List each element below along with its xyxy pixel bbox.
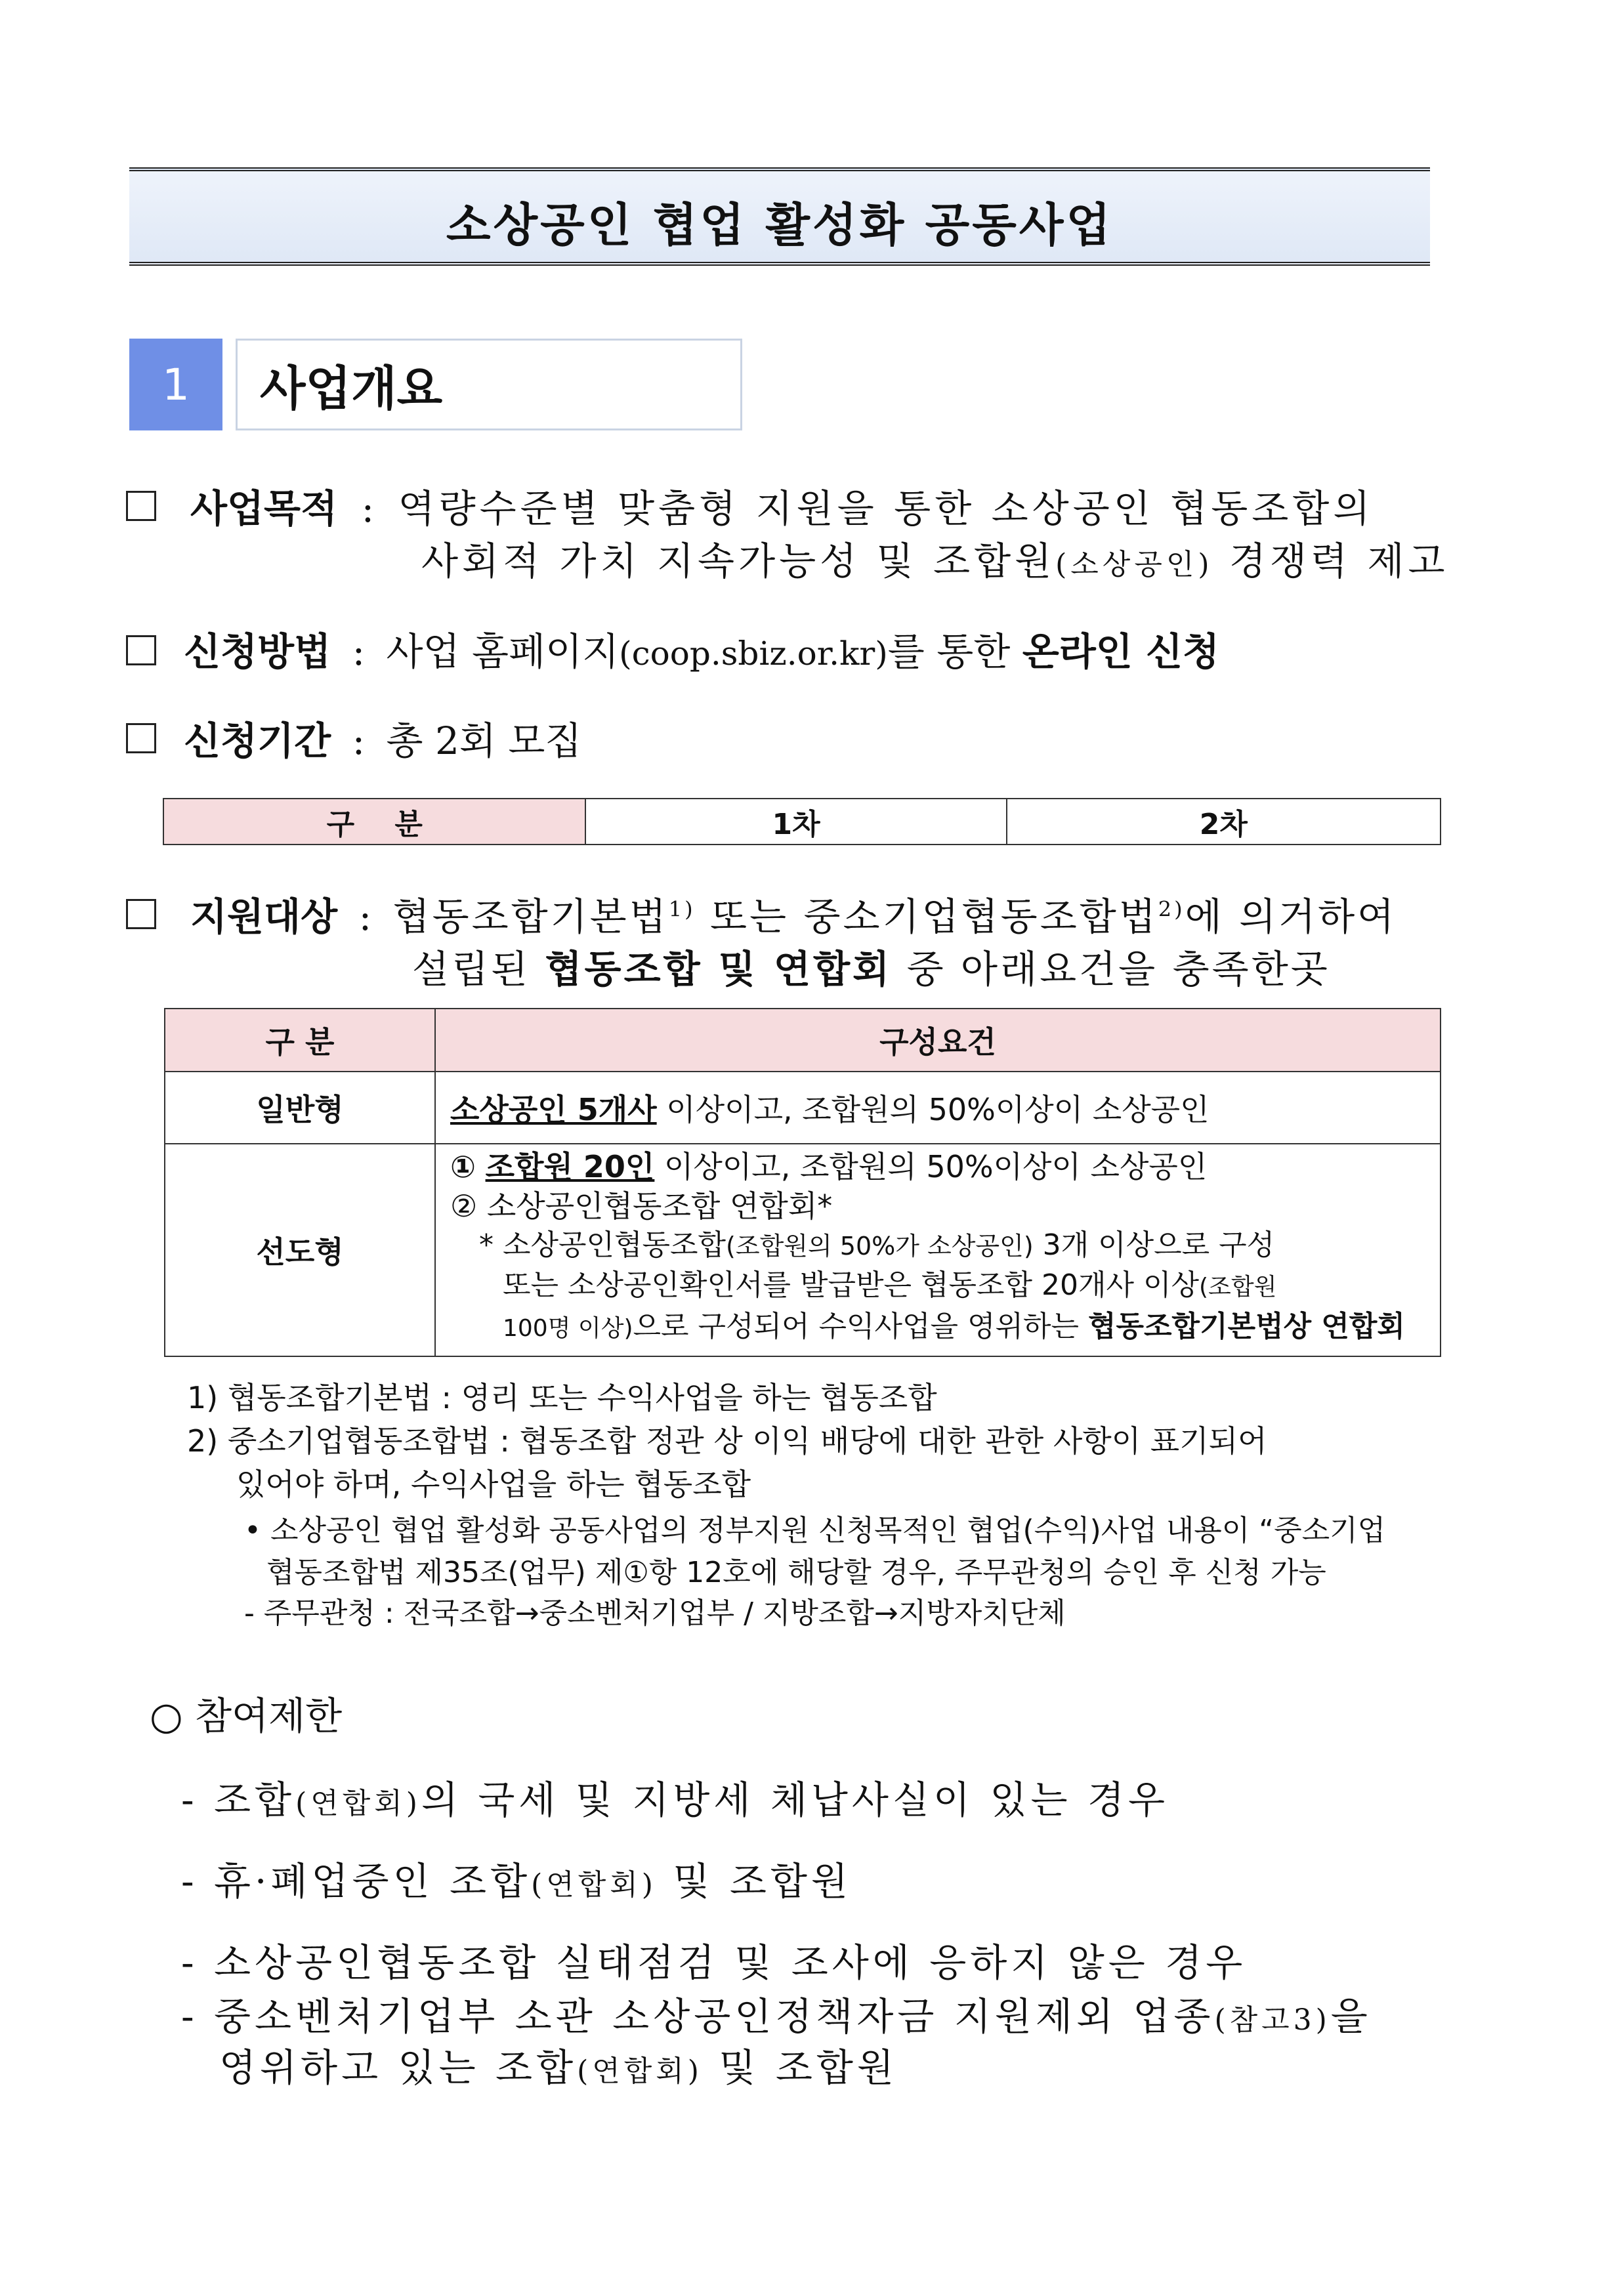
purpose-line1: 역량수준별 맞춤형 지원을 통한 소상공인 협동조합의 [398, 486, 1374, 531]
period-checkbox [126, 723, 156, 756]
req-header-requirements: 구성요건 [435, 1009, 1441, 1072]
req-header-category: 구 분 [165, 1009, 435, 1072]
requirements-table [164, 1008, 1441, 1357]
period-table [163, 798, 1441, 845]
footnote-2-line1: 2) 중소기업협동조합법 : 협동조합 정관 상 이익 배당에 대한 관한 사항이 표기되어 [187, 1423, 1267, 1459]
period-col-header: 구 분 [163, 799, 585, 845]
period-round-2: 2차 [1007, 799, 1441, 845]
req-row-leading-text: ① 조합원 20인 이상이고, 조합원의 50%이상이 소상공인 ② 소상공인협동조합 연합회* * 소상공인협동조합(조합원의 50%가 소상공인) 3개 이상으로 구성 또는 소상공인확인서를 발급받은 협동조합 20개사 이상(조합원 100명 이상)으로 구성되어 수익사업을 영위하는 협동조합기본법상 연합회 [435, 1144, 1441, 1356]
restriction-item-1: - 조합(연합회)의 국세 및 지방세 체납사실이 있는 경우 [181, 1778, 1169, 1822]
target-row: 지원대상 : 협동조합기본법$^{1)}$ 또는 중소기업협동조합법$^{2)}$에 의거하여 [190, 894, 1397, 939]
restriction-item-4: - 중소벤처기업부 소관 소상공인정책자금 지원제외 업종(참고3)을 [181, 1994, 1372, 2039]
period-round-1: 1차 [585, 799, 1006, 845]
method-url: (coop.sbiz.or.kr) [619, 635, 888, 673]
target-checkbox [126, 899, 156, 932]
period-label: 신청기간 [184, 719, 331, 763]
method-label: 신청방법 [184, 629, 331, 674]
restriction-item-2: - 휴·폐업중인 조합(연합회) 및 조합원 [181, 1859, 852, 1904]
footnote-bullet-line2: 협동조합법 제35조(업무) 제①항 12호에 해당할 경우, 주무관청의 승인 후 신청 가능 [266, 1556, 1326, 1589]
footnote-dash: - 주무관청 : 전국조합→중소벤처기업부 / 지방조합→지방자치단체 [244, 1597, 1066, 1630]
period-row: 신청기간 : 총 2회 모집 [184, 719, 582, 763]
restrictions-heading: ○ 참여제한 [150, 1694, 343, 1738]
document-title: 소상공인 협업 활성화 공동사업 [446, 198, 1114, 252]
section-number: 1 [129, 339, 222, 430]
req-row-leading-label: 선도형 [165, 1144, 435, 1356]
restriction-item-3: - 소상공인협동조합 실태점검 및 조사에 응하지 않은 경우 [181, 1940, 1247, 1985]
target-line2: 설립된 협동조합 및 연합회 중 아래요건을 충족한곳 [412, 947, 1330, 991]
purpose-label: 사업목적 [190, 486, 338, 531]
method-row: 신청방법 : 사업 홈페이지(coop.sbiz.or.kr)를 통한 온라인 신청 [184, 629, 1220, 674]
title-band [129, 167, 1430, 266]
purpose-line2: 사회적 가치 지속가능성 및 조합원(소상공인) 경쟁력 제고 [421, 539, 1449, 583]
footnote-bullet-line1: • 소상공인 협업 활성화 공동사업의 정부지원 신청목적인 협업(수익)사업 내용이 “중소기업 [244, 1514, 1386, 1547]
footnote-1: 1) 협동조합기본법 : 영리 또는 수익사업을 하는 협동조합 [187, 1380, 937, 1415]
method-checkbox [126, 635, 156, 668]
restriction-item-4-line2: 영위하고 있는 조합(연합회) 및 조합원 [219, 2045, 898, 2090]
purpose-row: 사업목적 : 역량수준별 맞춤형 지원을 통한 소상공인 협동조합의 [190, 486, 1374, 531]
purpose-checkbox [126, 491, 156, 524]
req-row-general-text: 소상공인 5개사 이상이고, 조합원의 50%이상이 소상공인 [435, 1072, 1441, 1144]
req-row-general-label: 일반형 [165, 1072, 435, 1144]
section-title: 사업개요 [236, 339, 742, 430]
footnote-2-line2: 있어야 하며, 수익사업을 하는 협동조합 [236, 1467, 751, 1502]
target-label: 지원대상 [190, 894, 338, 939]
